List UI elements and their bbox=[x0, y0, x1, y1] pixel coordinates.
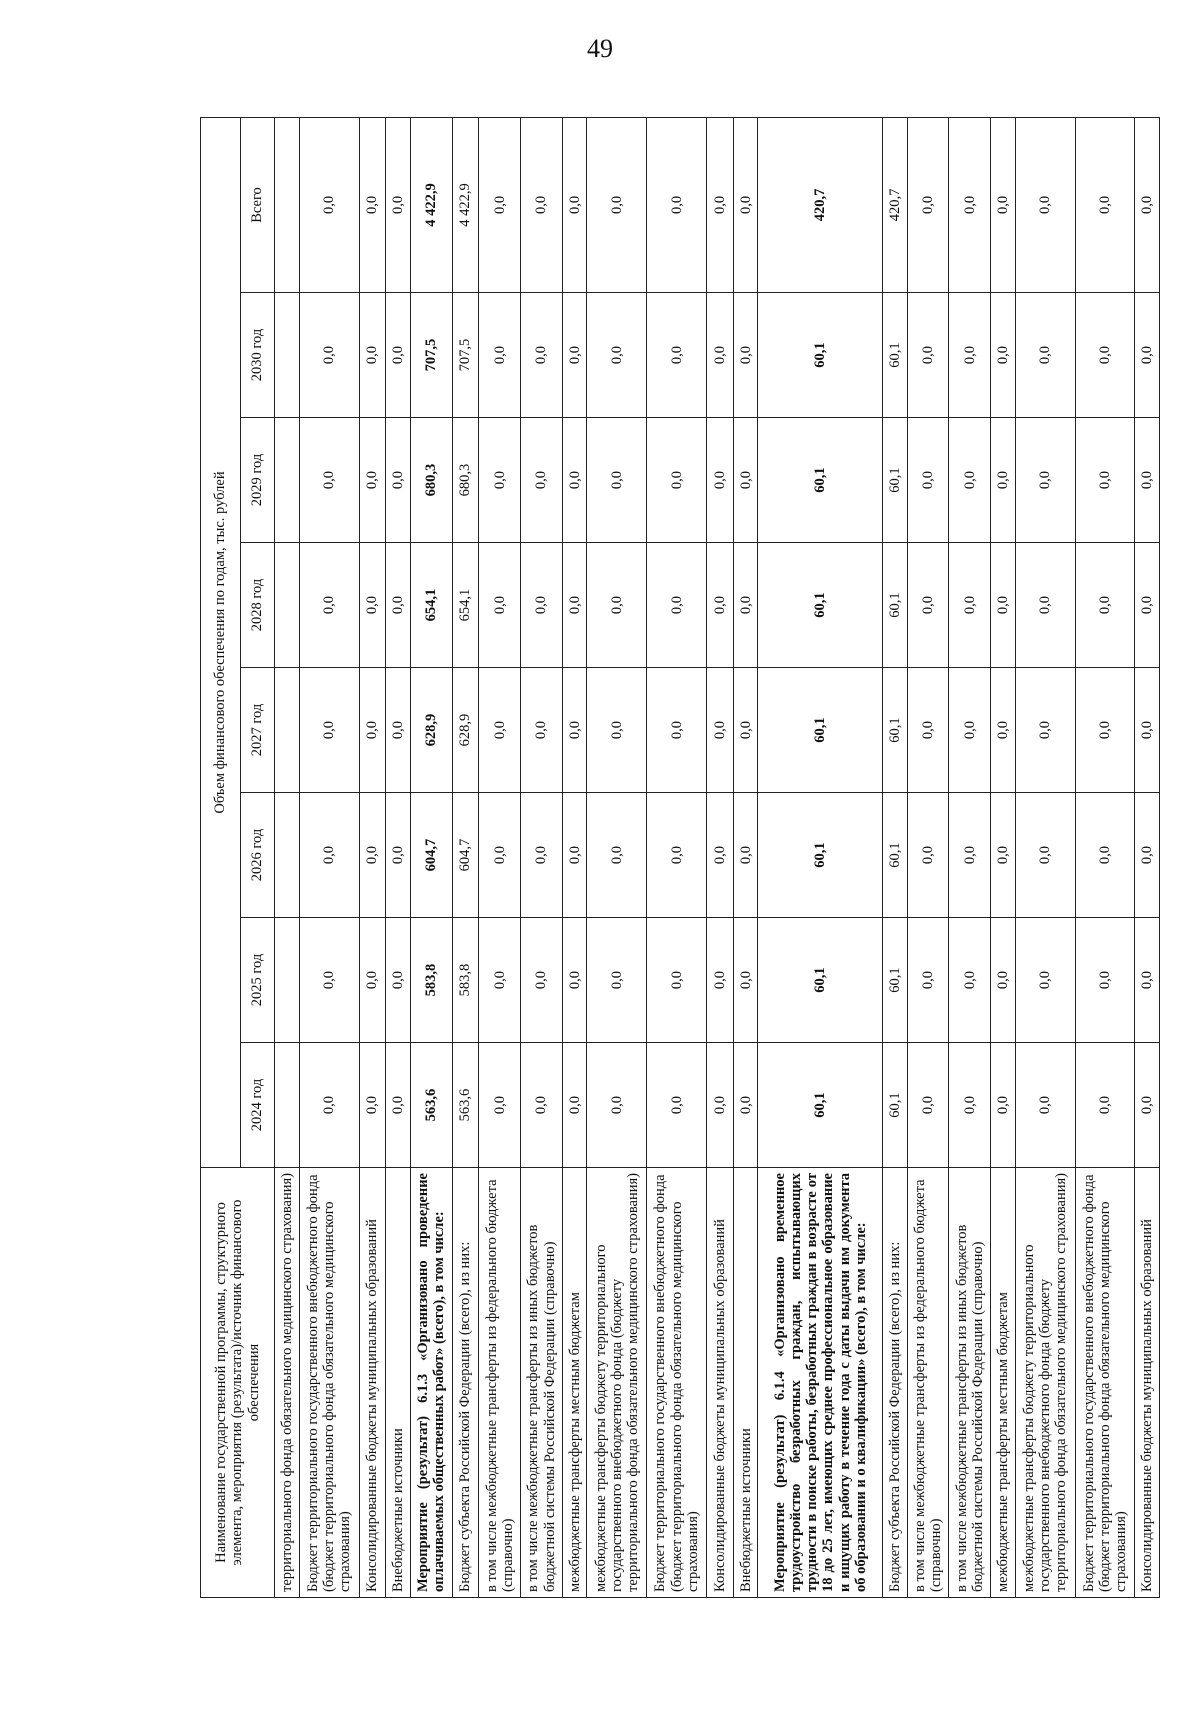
row-value: 654,1 bbox=[410, 543, 452, 668]
table-row bbox=[1135, 117, 1160, 1597]
row-value: 0,0 bbox=[1135, 293, 1160, 418]
row-value: 0,0 bbox=[479, 668, 521, 793]
row-value: 0,0 bbox=[1135, 918, 1160, 1043]
row-total: 420,7 bbox=[758, 117, 883, 292]
row-total: 0,0 bbox=[479, 117, 521, 292]
table-row bbox=[479, 117, 521, 1597]
row-total: 0,0 bbox=[587, 117, 647, 292]
row-value: 0,0 bbox=[707, 1043, 734, 1168]
row-value: 0,0 bbox=[949, 543, 991, 668]
row-value: 0,0 bbox=[521, 918, 563, 1043]
row-value: 0,0 bbox=[521, 293, 563, 418]
row-value: 0,0 bbox=[733, 418, 758, 543]
financing-table bbox=[200, 117, 1160, 1598]
row-value: 0,0 bbox=[479, 543, 521, 668]
row-value: 0,0 bbox=[907, 418, 949, 543]
row-value: 0,0 bbox=[386, 1043, 411, 1168]
row-value: 0,0 bbox=[386, 668, 411, 793]
row-value: 0,0 bbox=[707, 918, 734, 1043]
row-name: Бюджет территориального государственного внебюджетного фонда (бюджет территориального фонда обязательного медицинского страхования) bbox=[299, 1168, 359, 1598]
row-value: 0,0 bbox=[299, 1043, 359, 1168]
table-row bbox=[562, 117, 587, 1597]
row-value: 0,0 bbox=[733, 1043, 758, 1168]
row-value bbox=[275, 293, 300, 418]
row-value: 0,0 bbox=[521, 793, 563, 918]
row-value: 0,0 bbox=[949, 418, 991, 543]
table-row bbox=[907, 117, 949, 1597]
row-value: 60,1 bbox=[758, 418, 883, 543]
row-value: 563,6 bbox=[452, 1043, 479, 1168]
row-value: 604,7 bbox=[410, 793, 452, 918]
table-row bbox=[452, 117, 479, 1597]
row-total: 0,0 bbox=[521, 117, 563, 292]
table-row bbox=[1075, 117, 1135, 1597]
row-value bbox=[275, 793, 300, 918]
row-value: 628,9 bbox=[410, 668, 452, 793]
row-value: 0,0 bbox=[1075, 543, 1135, 668]
row-value: 0,0 bbox=[359, 918, 386, 1043]
header-row-group bbox=[201, 117, 241, 1597]
row-value: 60,1 bbox=[883, 293, 908, 418]
row-value: 0,0 bbox=[647, 793, 707, 918]
row-value bbox=[275, 418, 300, 543]
row-value: 0,0 bbox=[386, 293, 411, 418]
row-total: 0,0 bbox=[707, 117, 734, 292]
row-value: 0,0 bbox=[907, 293, 949, 418]
row-name: в том числе межбюджетные трансферты из иных бюджетов бюджетной системы Российской Федерации (справочно) bbox=[949, 1168, 991, 1598]
header-name: Наименование государственной программы, структурного элемента, мероприятия (результата)/источник финансового обеспечения bbox=[201, 1168, 275, 1598]
row-name: Внебюджетные источники bbox=[733, 1168, 758, 1598]
row-value: 680,3 bbox=[410, 418, 452, 543]
row-name: Бюджет субъекта Российской Федерации (всего), из них: bbox=[452, 1168, 479, 1598]
row-value: 60,1 bbox=[883, 1043, 908, 1168]
row-value: 0,0 bbox=[587, 293, 647, 418]
row-value: 0,0 bbox=[733, 293, 758, 418]
row-value: 0,0 bbox=[733, 543, 758, 668]
row-value: 60,1 bbox=[758, 668, 883, 793]
row-name: территориального фонда обязательного медицинского страхования) bbox=[275, 1168, 300, 1598]
row-name: Консолидированные бюджеты муниципальных образований bbox=[359, 1168, 386, 1598]
header-group: Объем финансового обеспечения по годам, тыс. рублей bbox=[201, 117, 241, 1167]
row-total: 4 422,9 bbox=[452, 117, 479, 292]
table-row bbox=[299, 117, 359, 1597]
table-row bbox=[949, 117, 991, 1597]
row-total: 420,7 bbox=[883, 117, 908, 292]
table-row bbox=[521, 117, 563, 1597]
row-value: 0,0 bbox=[907, 793, 949, 918]
table-row bbox=[883, 117, 908, 1597]
row-total: 0,0 bbox=[949, 117, 991, 292]
row-value: 60,1 bbox=[758, 793, 883, 918]
row-name: Мероприятие (результат) 6.1.4 «Организовано временное трудоустройство безработных граждан, испытывающих трудности в поиске работы, безработных граждан в возрасте от 18 до 25 лет, имеющих среднее профессиональное образование и ищущих работу в течение года с даты выдачи им документа об образовании и о квалификации» (всего), в том числе: bbox=[758, 1168, 883, 1598]
rotated-table-container bbox=[200, 118, 1160, 1598]
row-total: 0,0 bbox=[386, 117, 411, 292]
row-value: 0,0 bbox=[647, 1043, 707, 1168]
row-name: Консолидированные бюджеты муниципальных образований bbox=[1135, 1168, 1160, 1598]
row-total: 0,0 bbox=[1015, 117, 1075, 292]
row-value: 60,1 bbox=[758, 918, 883, 1043]
row-value: 0,0 bbox=[1015, 918, 1075, 1043]
row-total: 0,0 bbox=[647, 117, 707, 292]
page-number: 49 bbox=[587, 34, 613, 63]
row-value: 0,0 bbox=[907, 543, 949, 668]
header-year: 2030 год bbox=[241, 293, 275, 418]
row-value: 604,7 bbox=[452, 793, 479, 918]
row-value: 0,0 bbox=[907, 668, 949, 793]
row-value: 0,0 bbox=[907, 1043, 949, 1168]
header-total: Всего bbox=[241, 117, 275, 292]
row-value: 0,0 bbox=[299, 418, 359, 543]
row-value: 0,0 bbox=[1075, 1043, 1135, 1168]
row-value: 0,0 bbox=[991, 418, 1016, 543]
row-value: 0,0 bbox=[1135, 668, 1160, 793]
row-value: 0,0 bbox=[1015, 1043, 1075, 1168]
row-value: 0,0 bbox=[386, 793, 411, 918]
row-value bbox=[275, 668, 300, 793]
row-value: 0,0 bbox=[479, 918, 521, 1043]
row-value: 0,0 bbox=[521, 1043, 563, 1168]
row-value: 0,0 bbox=[1075, 793, 1135, 918]
row-name: межбюджетные трансферты местным бюджетам bbox=[991, 1168, 1016, 1598]
row-value: 0,0 bbox=[647, 418, 707, 543]
row-value: 0,0 bbox=[991, 668, 1016, 793]
row-value: 0,0 bbox=[562, 918, 587, 1043]
row-value: 0,0 bbox=[479, 1043, 521, 1168]
row-value: 0,0 bbox=[1075, 668, 1135, 793]
row-name: Внебюджетные источники bbox=[386, 1168, 411, 1598]
row-value: 0,0 bbox=[949, 1043, 991, 1168]
row-value: 0,0 bbox=[1135, 418, 1160, 543]
row-value: 0,0 bbox=[299, 543, 359, 668]
row-value: 0,0 bbox=[299, 668, 359, 793]
header-year: 2029 год bbox=[241, 418, 275, 543]
row-value: 0,0 bbox=[562, 293, 587, 418]
row-value: 0,0 bbox=[299, 793, 359, 918]
row-value: 60,1 bbox=[758, 1043, 883, 1168]
table-row bbox=[647, 117, 707, 1597]
row-name: Консолидированные бюджеты муниципальных образований bbox=[707, 1168, 734, 1598]
row-value: 0,0 bbox=[949, 293, 991, 418]
row-value: 0,0 bbox=[562, 543, 587, 668]
row-total: 0,0 bbox=[1135, 117, 1160, 292]
table-row bbox=[733, 117, 758, 1597]
row-value: 654,1 bbox=[452, 543, 479, 668]
table-row bbox=[587, 117, 647, 1597]
row-value: 0,0 bbox=[521, 418, 563, 543]
row-total: 0,0 bbox=[1075, 117, 1135, 292]
row-value bbox=[275, 1043, 300, 1168]
row-value: 60,1 bbox=[883, 793, 908, 918]
header-year: 2027 год bbox=[241, 668, 275, 793]
row-value: 0,0 bbox=[479, 293, 521, 418]
row-value: 0,0 bbox=[359, 418, 386, 543]
row-name: в том числе межбюджетные трансферты из иных бюджетов бюджетной системы Российской Федерации (справочно) bbox=[521, 1168, 563, 1598]
row-value: 0,0 bbox=[733, 668, 758, 793]
row-value: 60,1 bbox=[758, 293, 883, 418]
row-value: 0,0 bbox=[1135, 1043, 1160, 1168]
table-row bbox=[275, 117, 300, 1597]
row-value: 0,0 bbox=[1075, 293, 1135, 418]
row-value: 707,5 bbox=[410, 293, 452, 418]
row-value: 0,0 bbox=[991, 543, 1016, 668]
row-name: Мероприятие (результат) 6.1.3 «Организовано проведение оплачиваемых общественных работ» (всего), в том числе: bbox=[410, 1168, 452, 1598]
row-value: 563,6 bbox=[410, 1043, 452, 1168]
row-value: 60,1 bbox=[883, 918, 908, 1043]
row-total: 0,0 bbox=[907, 117, 949, 292]
row-value: 0,0 bbox=[359, 793, 386, 918]
row-value: 0,0 bbox=[587, 918, 647, 1043]
row-value: 0,0 bbox=[647, 668, 707, 793]
row-total: 0,0 bbox=[733, 117, 758, 292]
row-name: в том числе межбюджетные трансферты из федерального бюджета (справочно) bbox=[907, 1168, 949, 1598]
row-value: 628,9 bbox=[452, 668, 479, 793]
row-value: 0,0 bbox=[359, 1043, 386, 1168]
row-value: 0,0 bbox=[521, 668, 563, 793]
row-value: 0,0 bbox=[299, 918, 359, 1043]
row-name: в том числе межбюджетные трансферты из федерального бюджета (справочно) bbox=[479, 1168, 521, 1598]
row-value: 0,0 bbox=[386, 543, 411, 668]
row-value: 0,0 bbox=[587, 543, 647, 668]
row-value: 0,0 bbox=[949, 793, 991, 918]
row-value: 60,1 bbox=[883, 543, 908, 668]
row-value: 0,0 bbox=[562, 793, 587, 918]
table-row bbox=[410, 117, 452, 1597]
row-total: 0,0 bbox=[562, 117, 587, 292]
row-value bbox=[275, 543, 300, 668]
row-total: 0,0 bbox=[299, 117, 359, 292]
row-value: 0,0 bbox=[707, 543, 734, 668]
row-value: 0,0 bbox=[562, 418, 587, 543]
row-value: 0,0 bbox=[707, 293, 734, 418]
row-total: 0,0 bbox=[991, 117, 1016, 292]
row-value: 0,0 bbox=[707, 668, 734, 793]
row-value: 0,0 bbox=[647, 293, 707, 418]
row-value: 0,0 bbox=[949, 668, 991, 793]
row-name: Бюджет субъекта Российской Федерации (всего), из них: bbox=[883, 1168, 908, 1598]
header-year: 2028 год bbox=[241, 543, 275, 668]
row-value: 0,0 bbox=[562, 1043, 587, 1168]
header-year: 2026 год bbox=[241, 793, 275, 918]
table-row bbox=[359, 117, 386, 1597]
row-value: 0,0 bbox=[587, 668, 647, 793]
row-value: 0,0 bbox=[991, 918, 1016, 1043]
row-value: 0,0 bbox=[1075, 418, 1135, 543]
row-value: 680,3 bbox=[452, 418, 479, 543]
row-value: 60,1 bbox=[883, 668, 908, 793]
row-total bbox=[275, 117, 300, 292]
row-value: 0,0 bbox=[1015, 293, 1075, 418]
row-value: 0,0 bbox=[991, 293, 1016, 418]
row-value: 0,0 bbox=[1135, 543, 1160, 668]
header-year: 2025 год bbox=[241, 918, 275, 1043]
row-value: 0,0 bbox=[562, 668, 587, 793]
row-value: 0,0 bbox=[647, 918, 707, 1043]
row-value: 60,1 bbox=[883, 418, 908, 543]
row-value: 0,0 bbox=[991, 793, 1016, 918]
row-value: 0,0 bbox=[707, 418, 734, 543]
row-total: 4 422,9 bbox=[410, 117, 452, 292]
row-value: 0,0 bbox=[299, 293, 359, 418]
row-value: 0,0 bbox=[386, 918, 411, 1043]
row-value: 0,0 bbox=[907, 918, 949, 1043]
row-value: 0,0 bbox=[587, 418, 647, 543]
row-value: 0,0 bbox=[647, 543, 707, 668]
row-value: 0,0 bbox=[733, 918, 758, 1043]
row-name: межбюджетные трансферты бюджету территориального государственного внебюджетного фонда (бюджету территориального фонда обязательного медицинского страхования) bbox=[1015, 1168, 1075, 1598]
table-row bbox=[1015, 117, 1075, 1597]
row-value: 0,0 bbox=[1015, 543, 1075, 668]
row-value: 707,5 bbox=[452, 293, 479, 418]
row-value: 0,0 bbox=[479, 418, 521, 543]
row-value: 0,0 bbox=[359, 543, 386, 668]
row-value: 0,0 bbox=[386, 418, 411, 543]
row-value: 0,0 bbox=[1135, 793, 1160, 918]
row-total: 0,0 bbox=[359, 117, 386, 292]
row-name: Бюджет территориального государственного внебюджетного фонда (бюджет территориального фонда обязательного медицинского страхования) bbox=[1075, 1168, 1135, 1598]
row-value: 0,0 bbox=[1015, 668, 1075, 793]
table-row bbox=[707, 117, 734, 1597]
row-value: 0,0 bbox=[733, 793, 758, 918]
row-value: 0,0 bbox=[587, 1043, 647, 1168]
row-value: 60,1 bbox=[758, 543, 883, 668]
row-value: 0,0 bbox=[521, 543, 563, 668]
row-value: 583,8 bbox=[452, 918, 479, 1043]
row-name: Бюджет территориального государственного внебюджетного фонда (бюджет территориального фонда обязательного медицинского страхования) bbox=[647, 1168, 707, 1598]
row-value: 0,0 bbox=[707, 793, 734, 918]
table-row bbox=[991, 117, 1016, 1597]
row-value: 0,0 bbox=[1015, 793, 1075, 918]
row-value: 0,0 bbox=[479, 793, 521, 918]
row-value: 0,0 bbox=[949, 918, 991, 1043]
row-name: межбюджетные трансферты бюджету территориального государственного внебюджетного фонда (бюджету территориального фонда обязательного медицинского страхования) bbox=[587, 1168, 647, 1598]
row-value: 0,0 bbox=[1075, 918, 1135, 1043]
row-value: 0,0 bbox=[359, 293, 386, 418]
table-row bbox=[758, 117, 883, 1597]
row-value: 0,0 bbox=[991, 1043, 1016, 1168]
row-value: 0,0 bbox=[359, 668, 386, 793]
row-value: 0,0 bbox=[587, 793, 647, 918]
row-value: 583,8 bbox=[410, 918, 452, 1043]
row-value: 0,0 bbox=[1015, 418, 1075, 543]
row-name: межбюджетные трансферты местным бюджетам bbox=[562, 1168, 587, 1598]
header-year: 2024 год bbox=[241, 1043, 275, 1168]
row-value bbox=[275, 918, 300, 1043]
table-row bbox=[386, 117, 411, 1597]
